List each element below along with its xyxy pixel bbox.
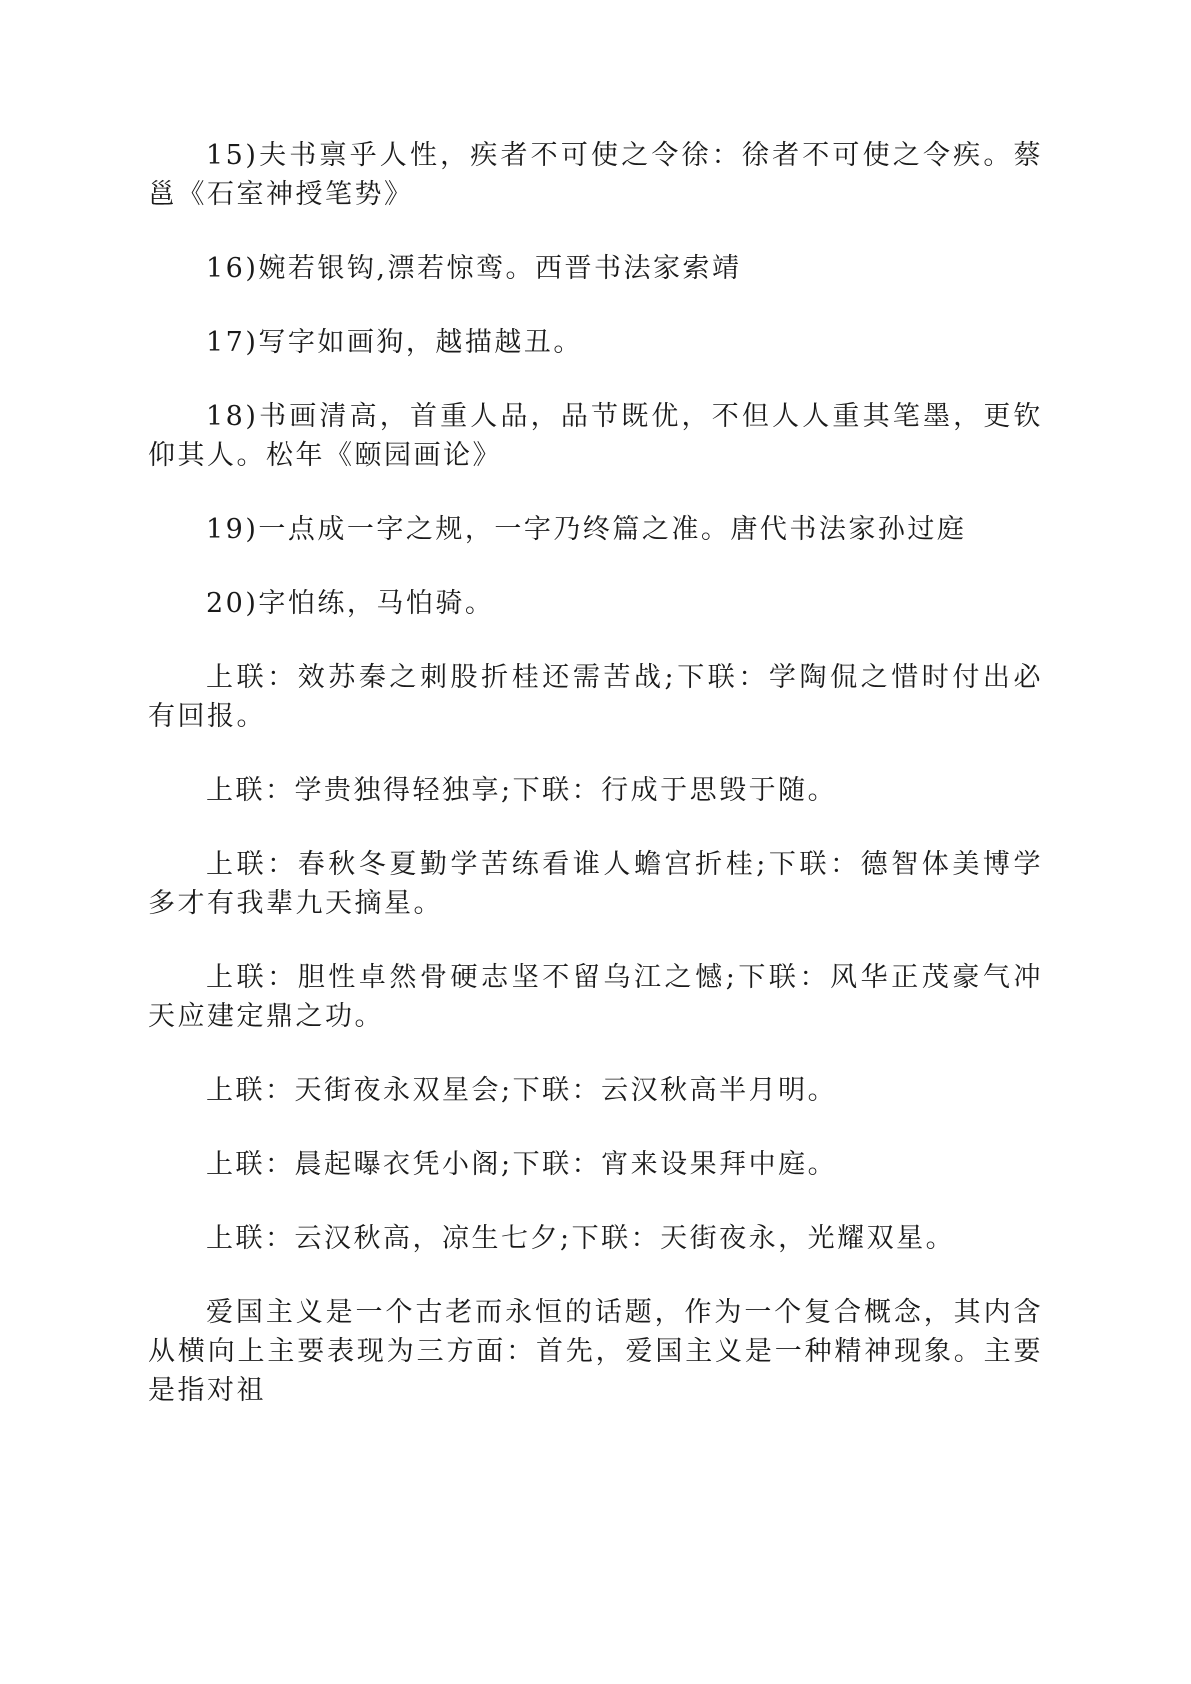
couplet-7: 上联：云汉秋高，凉生七夕;下联：天街夜永，光耀双星。 xyxy=(206,1223,956,1254)
document-body xyxy=(148,136,1043,1445)
patriotism-paragraph: 爱国主义是一个古老而永恒的话题，作为一个复合概念，其内含从横向上主要表现为三方面：首先，爱国主义是一种精神现象。主要是指对祖 xyxy=(148,1297,1043,1406)
paragraph-18: 18)书画清高，首重人品，品节既优，不但人人重其笔墨，更钦仰其人。松年《颐园画论》 xyxy=(148,401,1043,471)
paragraph-16: 16)婉若银钩,漂若惊鸾。西晋书法家索靖 xyxy=(206,253,742,284)
couplet-2: 上联：学贵独得轻独享;下联：行成于思毁于随。 xyxy=(206,775,838,806)
couplet-5: 上联：天街夜永双星会;下联：云汉秋高半月明。 xyxy=(206,1075,838,1106)
couplet-3: 上联：春秋冬夏勤学苦练看谁人蟾宫折桂;下联：德智体美博学多才有我辈九天摘星。 xyxy=(148,849,1043,919)
paragraph-17: 17)写字如画狗，越描越丑。 xyxy=(206,327,583,358)
couplet-6: 上联：晨起曝衣凭小阁;下联：宵来设果拜中庭。 xyxy=(206,1149,838,1180)
paragraph-15: 15)夫书禀乎人性，疾者不可使之令徐：徐者不可使之令疾。蔡邕《石室神授笔势》 xyxy=(148,140,1043,210)
paragraph-19: 19)一点成一字之规，一字乃终篇之准。唐代书法家孙过庭 xyxy=(206,514,967,545)
paragraph-20: 20)字怕练，马怕骑。 xyxy=(206,588,495,619)
couplet-4: 上联：胆性卓然骨硬志坚不留乌江之憾;下联：风华正茂豪气冲天应建定鼎之功。 xyxy=(148,962,1043,1032)
couplet-1: 上联：效苏秦之刺股折桂还需苦战;下联：学陶侃之惜时付出必有回报。 xyxy=(148,662,1043,732)
